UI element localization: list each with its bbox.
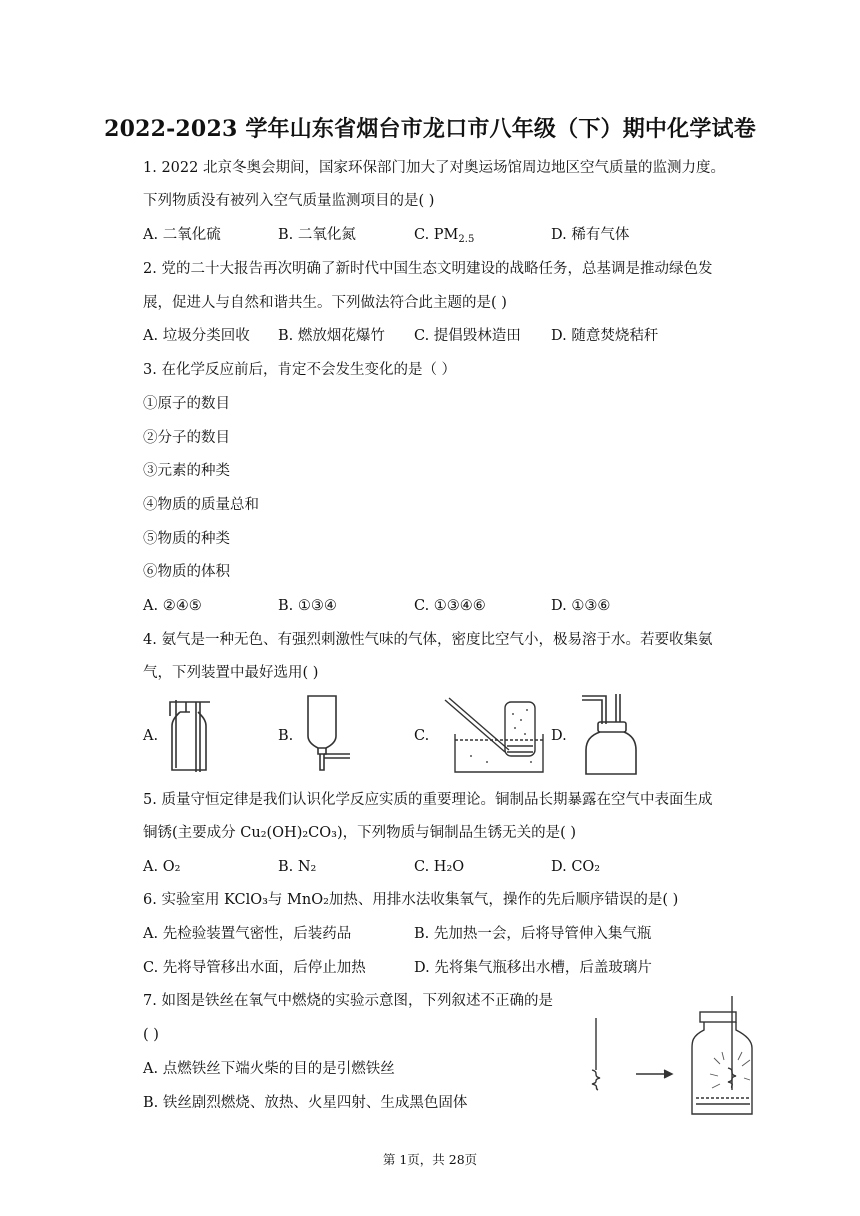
iron-wire-combustion-figure — [580, 994, 760, 1120]
page-footer: 第 1页，共 28页 — [382, 1152, 478, 1167]
q2-stem-line2: 展，促进人与自然和谐共生。下列做法符合此主题的是( ) — [143, 295, 507, 311]
q5-stem-line2: 铜锈(主要成分 Cu₂(OH)₂CO₃)，下列物质与铜制品生锈无关的是( ) — [143, 825, 577, 841]
q5-stem-line1: 5. 质量守恒定律是我们认识化学反应实质的重要理论。铜制品长期暴露在空气中表面生成 — [143, 792, 713, 808]
q4-option-d: D. — [551, 728, 567, 744]
q6-stem: 6. 实验室用 KClO₃与 MnO₂加热、用排水法收集氧气，操作的先后顺序错误的是( ) — [143, 892, 679, 908]
q7-stem-line1: 7. 如图是铁丝在氧气中燃烧的实验示意图，下列叙述不正确的是 — [143, 993, 553, 1009]
q3-item-4: ④物质的质量总和 — [143, 497, 259, 513]
q4-stem-line1: 4. 氨气是一种无色、有强烈刺激性气味的气体，密度比空气小，极易溶于水。若要收集氨 — [143, 632, 713, 648]
page-title: 2022-2023 学年山东省烟台市龙口市八年级（下）期中化学试卷 — [104, 116, 756, 142]
q2-stem-line1: 2. 党的二十大报告再次明确了新时代中国生态文明建设的战略任务，总基调是推动绿色发 — [143, 261, 713, 277]
q3-option-d: D. ①③⑥ — [551, 598, 611, 614]
q4-option-b: B. — [278, 728, 294, 744]
q3-option-b: B. ①③④ — [278, 598, 337, 614]
water-displacement-figure — [441, 696, 545, 776]
gas-bottle-long-tube-figure — [166, 694, 212, 776]
q6-option-c: C. 先将导管移出水面，后停止加热 — [143, 960, 366, 976]
q2-option-c: C. 提倡毁林造田 — [414, 328, 521, 344]
q3-option-c: C. ①③④⑥ — [414, 598, 486, 614]
q3-item-1: ①原子的数目 — [143, 396, 230, 412]
q2-option-a: A. 垃圾分类回收 — [143, 328, 250, 344]
q3-item-6: ⑥物质的体积 — [143, 564, 230, 580]
q5-option-c: C. H₂O — [414, 859, 465, 875]
q6-option-b: B. 先加热一会，后将导管伸入集气瓶 — [414, 926, 652, 942]
q5-option-b: B. N₂ — [278, 859, 317, 875]
q6-option-d: D. 先将集气瓶移出水槽，后盖玻璃片 — [414, 960, 652, 976]
q4-option-a: A. — [143, 728, 159, 744]
q7-option-b: B. 铁丝剧烈燃烧、放热、火星四射、生成黑色固体 — [143, 1095, 468, 1111]
q5-option-a: A. O₂ — [143, 859, 181, 875]
q4-stem-line2: 气，下列装置中最好选用( ) — [143, 665, 319, 681]
q3-item-2: ②分子的数目 — [143, 430, 230, 446]
q7-option-a: A. 点燃铁丝下端火柴的目的是引燃铁丝 — [143, 1061, 395, 1077]
q1-option-d: D. 稀有气体 — [551, 227, 630, 243]
q3-item-5: ⑤物质的种类 — [143, 531, 230, 547]
q2-option-d: D. 随意焚烧秸秆 — [551, 328, 659, 344]
copper-rust-formula: Cu₂(OH)₂CO₃) — [240, 825, 343, 841]
q1-option-b: B. 二氧化氮 — [278, 227, 356, 243]
q3-option-a: A. ②④⑤ — [143, 598, 202, 614]
q1-stem-line2: 下列物质没有被列入空气质量监测项目的是( ) — [143, 193, 435, 209]
q4-option-c: C. — [414, 728, 430, 744]
q3-item-3: ③元素的种类 — [143, 463, 230, 479]
q1-stem-line1: 1. 2022 北京冬奥会期间，国家环保部门加大了对奥运场馆周边地区空气质量的监测力度。 — [143, 160, 725, 176]
inverted-bottle-figure — [300, 692, 352, 774]
q6-option-a: A. 先检验装置气密性，后装药品 — [143, 926, 352, 942]
q1-option-c: C. $PM_{2.5}$ — [414, 227, 475, 245]
q3-stem: 3. 在化学反应前后，肯定不会发生变化的是（ ） — [143, 362, 457, 378]
q2-option-b: B. 燃放烟花爆竹 — [278, 328, 385, 344]
q7-stem-line2: ( ) — [143, 1027, 159, 1043]
gas-bottle-two-tubes-figure — [580, 692, 642, 778]
q5-option-d: D. CO₂ — [551, 859, 601, 875]
q1-option-a: A. 二氧化硫 — [143, 227, 221, 243]
